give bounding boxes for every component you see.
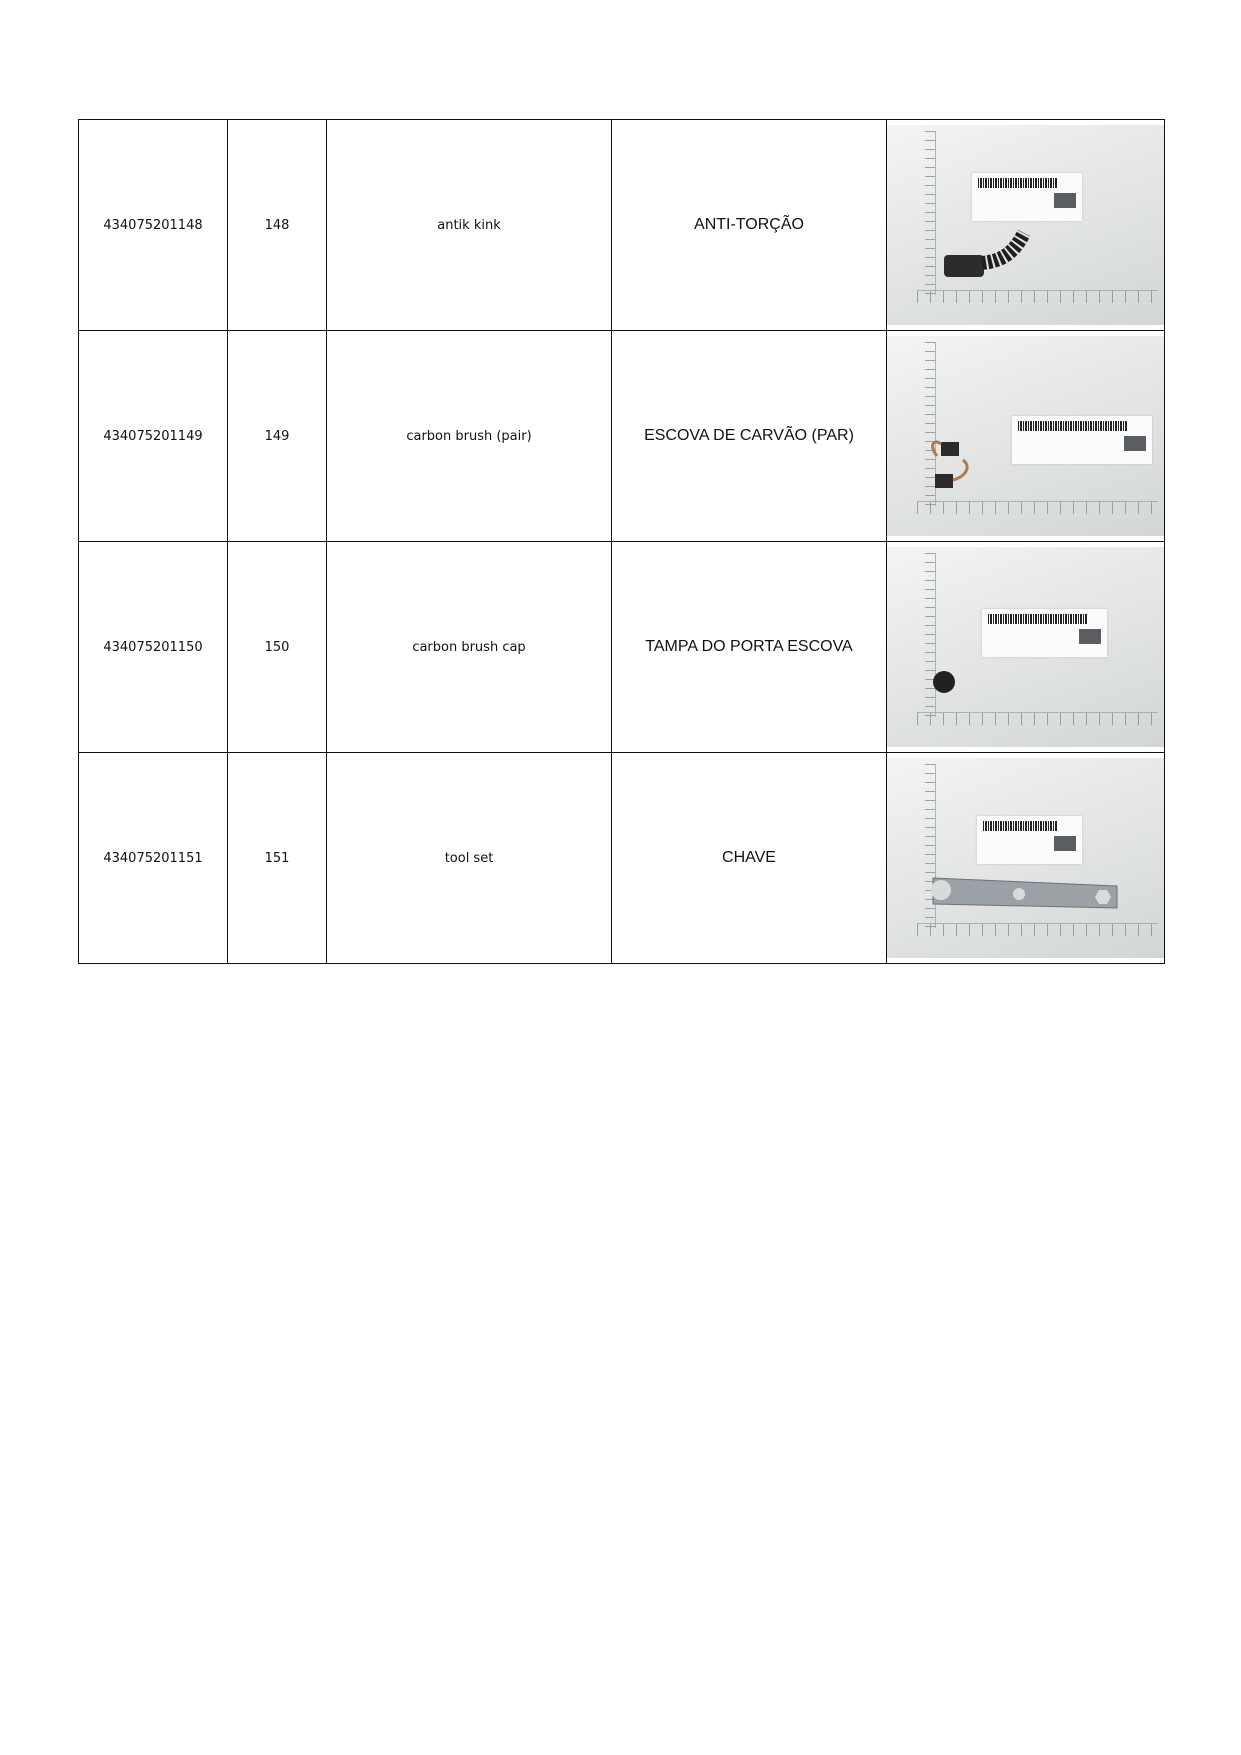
product-label — [977, 816, 1082, 864]
part-number: 151 — [228, 753, 327, 964]
product-label — [982, 609, 1107, 657]
carbon-brush-cap-photo — [887, 547, 1164, 747]
part-name-pt: TAMPA DO PORTA ESCOVA — [612, 542, 887, 753]
wrench-tool-photo — [887, 758, 1164, 958]
table-row — [79, 542, 1165, 753]
part-number: 149 — [228, 331, 327, 542]
table-row — [79, 120, 1165, 331]
part-name-en: carbon brush (pair) — [327, 331, 612, 542]
carbon-brush-pair-icon — [927, 436, 997, 496]
anti-kink-sleeve-icon — [942, 225, 1052, 285]
isc-logo — [1054, 193, 1076, 208]
part-code: 434075201150 — [79, 542, 228, 753]
table-row — [79, 331, 1165, 542]
table-row — [79, 753, 1165, 964]
part-number: 150 — [228, 542, 327, 753]
part-photo-cell — [887, 331, 1165, 542]
part-photo-cell — [887, 753, 1165, 964]
parts-table — [78, 119, 1165, 964]
part-name-pt: ESCOVA DE CARVÃO (PAR) — [612, 331, 887, 542]
isc-logo — [1124, 436, 1146, 451]
part-name-en: tool set — [327, 753, 612, 964]
wrench-icon — [927, 868, 1122, 918]
part-name-pt: ANTI-TORÇÃO — [612, 120, 887, 331]
part-photo-cell — [887, 542, 1165, 753]
anti-kink-sleeve-photo — [887, 125, 1164, 325]
carbon-brush-cap-icon — [931, 669, 957, 695]
carbon-brush-pair-photo — [887, 336, 1164, 536]
part-name-pt: CHAVE — [612, 753, 887, 964]
part-photo-cell — [887, 120, 1165, 331]
part-code: 434075201151 — [79, 753, 228, 964]
part-number: 148 — [228, 120, 327, 331]
product-label — [1012, 416, 1152, 464]
product-label — [972, 173, 1082, 221]
part-code: 434075201149 — [79, 331, 228, 542]
part-name-en: carbon brush cap — [327, 542, 612, 753]
barcode-icon — [978, 178, 1058, 188]
isc-logo — [1054, 836, 1076, 851]
part-code: 434075201148 — [79, 120, 228, 331]
part-name-en: antik kink — [327, 120, 612, 331]
isc-logo — [1079, 629, 1101, 644]
